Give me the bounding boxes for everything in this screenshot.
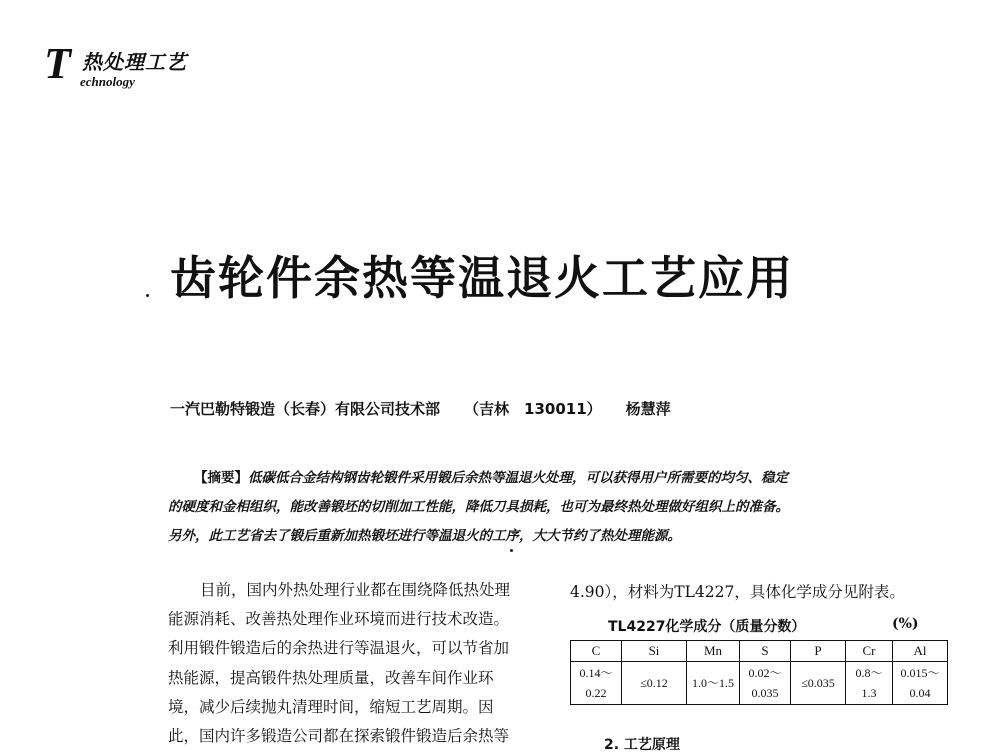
- cell-line: 0.035: [751, 686, 779, 700]
- table-cell: [622, 662, 687, 705]
- table-header-cell: Al: [893, 641, 948, 662]
- journal-section-title: 热处理工艺: [82, 50, 187, 74]
- abstract-line: [168, 464, 938, 493]
- table-header-cell: C: [571, 641, 622, 662]
- chemical-composition-table: [570, 640, 948, 705]
- table-cell: [687, 662, 740, 705]
- cell-line: ≤0.12: [640, 676, 668, 690]
- abstract-line: 另外，此工艺省去了锻后重新加热锻坯进行等温退火的工序，大大节约了热处理能源。: [168, 528, 681, 544]
- table-caption: TL4227化学成分（质量分数）: [608, 619, 806, 635]
- table-header-cell: S: [740, 641, 791, 662]
- cell-line: 0.015～: [900, 666, 940, 680]
- body-line: 能源消耗、改善热处理作业环境而进行技术改造。: [168, 610, 510, 629]
- cell-line: 0.02～: [748, 666, 782, 680]
- body-column-right-text: 4.90），材料为TL4227，具体化学成分见附表。: [570, 583, 905, 601]
- body-line: 此，国内许多锻造公司都在探索锻件锻造后余热等: [168, 726, 510, 745]
- author-name: 杨慧萍: [625, 400, 671, 418]
- abstract-line: 的硬度和金相组织，能改善锻坯的切削加工性能，降低刀具损耗，也可为最终热处理做好组织上的准备。: [168, 499, 789, 515]
- table-unit: (%): [892, 616, 919, 632]
- body-line: 目前，国内外热处理行业都在围绕降低热处理: [200, 581, 511, 599]
- table-cell: [893, 662, 948, 705]
- abstract: [168, 464, 938, 551]
- table-header-cell: P: [791, 641, 846, 662]
- table-header-cell: Mn: [687, 641, 740, 662]
- table-row: [571, 662, 948, 705]
- table-cell: [791, 662, 846, 705]
- scan-speck: [510, 549, 513, 552]
- cell-line: 0.14～: [579, 666, 613, 680]
- body-line: 热能源，提高锻件热处理质量，改善车间作业环: [168, 668, 494, 687]
- journal-section-subtitle: echnology: [80, 74, 135, 89]
- table-cell: [846, 662, 893, 705]
- cell-line: 1.3: [861, 686, 877, 700]
- cell-line: 0.8～: [855, 666, 883, 680]
- abstract-label: 【摘要】: [194, 470, 248, 486]
- abstract-text: 低碳低合金结构钢齿轮锻件采用锻后余热等温退火处理，可以获得用户所需要的均匀、稳定: [248, 470, 788, 486]
- table-header-cell: Si: [622, 641, 687, 662]
- journal-logo-letter: T: [44, 39, 71, 88]
- body-column-left: [168, 576, 540, 751]
- cell-line: 0.04: [909, 686, 931, 700]
- cell-line: 0.22: [585, 686, 607, 700]
- author-line: [170, 398, 671, 419]
- table-header-row: [571, 641, 948, 662]
- location: （吉林 130011）: [464, 400, 602, 418]
- cell-line: 1.0～1.5: [691, 676, 734, 690]
- table-header-cell: Cr: [846, 641, 893, 662]
- body-line: 利用锻件锻造后的余热进行等温退火，可以节省加: [168, 639, 510, 658]
- section-heading: 2. 工艺原理: [604, 737, 680, 753]
- body-line: 境，减少后续抛丸清理时间，缩短工艺周期。因: [168, 697, 494, 716]
- scan-speck: [146, 294, 149, 297]
- article-title: 齿轮件余热等温退火工艺应用: [170, 251, 794, 305]
- affiliation: 一汽巴勒特锻造（长春）有限公司技术部: [170, 400, 441, 418]
- table-cell: [571, 662, 622, 705]
- cell-line: ≤0.035: [801, 676, 835, 690]
- table-cell: [740, 662, 791, 705]
